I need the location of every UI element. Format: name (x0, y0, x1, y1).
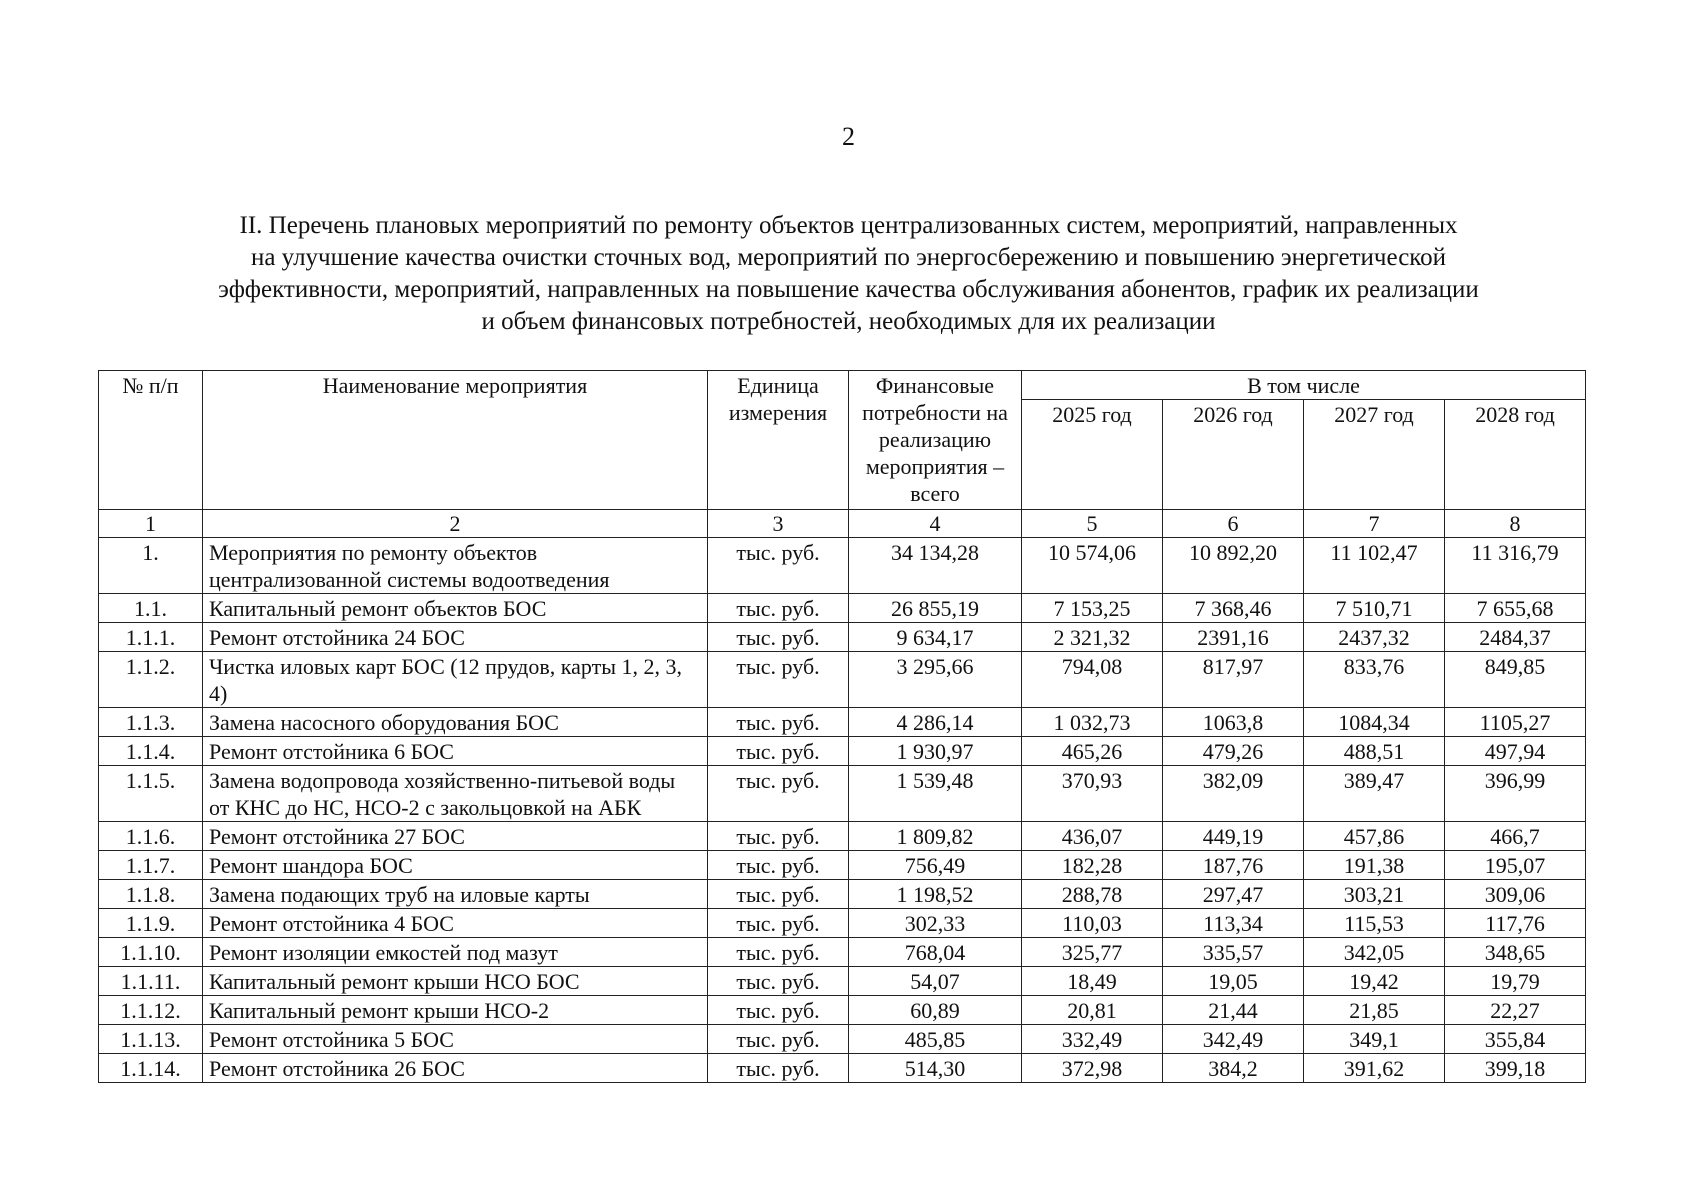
cell-2026: 479,26 (1163, 737, 1304, 766)
cell-2028: 309,06 (1445, 880, 1586, 909)
cell-2028: 497,94 (1445, 737, 1586, 766)
cell-total: 4 286,14 (849, 708, 1022, 737)
cell-2027: 115,53 (1304, 909, 1445, 938)
cell-2028: 1105,27 (1445, 708, 1586, 737)
cell-num: 1.1.3. (99, 708, 203, 737)
cell-name: Ремонт отстойника 27 БОС (203, 822, 708, 851)
measures-table (98, 370, 1586, 1083)
cell-name: Ремонт отстойника 24 БОС (203, 623, 708, 652)
cell-2025: 18,49 (1022, 967, 1163, 996)
column-number: 8 (1445, 510, 1586, 538)
cell-2025: 370,93 (1022, 766, 1163, 822)
cell-2025: 332,49 (1022, 1025, 1163, 1054)
table-row (99, 594, 1586, 623)
table-row (99, 938, 1586, 967)
column-number: 3 (708, 510, 849, 538)
cell-2025: 110,03 (1022, 909, 1163, 938)
cell-unit: тыс. руб. (708, 880, 849, 909)
cell-2028: 2484,37 (1445, 623, 1586, 652)
cell-total: 485,85 (849, 1025, 1022, 1054)
cell-num: 1.1.2. (99, 652, 203, 708)
table-row (99, 880, 1586, 909)
table-row (99, 766, 1586, 822)
table-row (99, 1054, 1586, 1083)
cell-name: Ремонт отстойника 5 БОС (203, 1025, 708, 1054)
cell-2028: 195,07 (1445, 851, 1586, 880)
cell-num: 1.1.9. (99, 909, 203, 938)
cell-num: 1.1.8. (99, 880, 203, 909)
column-number: 4 (849, 510, 1022, 538)
header-year-2026: 2026 год (1163, 400, 1304, 510)
table-row (99, 708, 1586, 737)
column-number: 1 (99, 510, 203, 538)
cell-2028: 22,27 (1445, 996, 1586, 1025)
cell-2026: 19,05 (1163, 967, 1304, 996)
cell-num: 1.1.14. (99, 1054, 203, 1083)
document-title (100, 210, 1597, 338)
cell-2026: 817,97 (1163, 652, 1304, 708)
table-header (99, 371, 1586, 538)
table-row (99, 996, 1586, 1025)
cell-2025: 182,28 (1022, 851, 1163, 880)
cell-2028: 466,7 (1445, 822, 1586, 851)
cell-total: 26 855,19 (849, 594, 1022, 623)
table-row (99, 967, 1586, 996)
cell-2027: 7 510,71 (1304, 594, 1445, 623)
cell-2027: 19,42 (1304, 967, 1445, 996)
header-total: Финансовые потребности на реализацию мероприятия – всего (849, 371, 1022, 510)
cell-name: Мероприятия по ремонту объектов централизованной системы водоотведения (203, 538, 708, 594)
table-body (99, 538, 1586, 1083)
cell-num: 1.1.7. (99, 851, 203, 880)
cell-2027: 391,62 (1304, 1054, 1445, 1083)
column-number: 5 (1022, 510, 1163, 538)
cell-2028: 348,65 (1445, 938, 1586, 967)
cell-total: 34 134,28 (849, 538, 1022, 594)
cell-total: 768,04 (849, 938, 1022, 967)
title-line: II. Перечень плановых мероприятий по ремонту объектов централизованных систем, мероприятий, направленных (239, 212, 1458, 239)
cell-2025: 20,81 (1022, 996, 1163, 1025)
cell-num: 1.1.5. (99, 766, 203, 822)
cell-num: 1.1.1. (99, 623, 203, 652)
cell-2027: 457,86 (1304, 822, 1445, 851)
header-unit: Единица измерения (708, 371, 849, 510)
cell-unit: тыс. руб. (708, 851, 849, 880)
cell-2026: 21,44 (1163, 996, 1304, 1025)
cell-total: 1 539,48 (849, 766, 1022, 822)
cell-name: Ремонт отстойника 26 БОС (203, 1054, 708, 1083)
cell-name: Капитальный ремонт объектов БОС (203, 594, 708, 623)
cell-2027: 349,1 (1304, 1025, 1445, 1054)
cell-unit: тыс. руб. (708, 766, 849, 822)
cell-name: Ремонт изоляции емкостей под мазут (203, 938, 708, 967)
title-line: и объем финансовых потребностей, необходимых для их реализации (481, 308, 1216, 335)
cell-name: Замена водопровода хозяйственно-питьевой воды от КНС до НС, НСО-2 с закольцовкой на АБК (203, 766, 708, 822)
cell-2027: 303,21 (1304, 880, 1445, 909)
column-number: 2 (203, 510, 708, 538)
table-row (99, 851, 1586, 880)
table-row (99, 822, 1586, 851)
cell-2027: 389,47 (1304, 766, 1445, 822)
cell-2026: 384,2 (1163, 1054, 1304, 1083)
cell-name: Капитальный ремонт крыши НСО БОС (203, 967, 708, 996)
cell-2025: 2 321,32 (1022, 623, 1163, 652)
cell-name: Ремонт шандора БОС (203, 851, 708, 880)
cell-2028: 117,76 (1445, 909, 1586, 938)
cell-2025: 436,07 (1022, 822, 1163, 851)
cell-unit: тыс. руб. (708, 538, 849, 594)
cell-2027: 342,05 (1304, 938, 1445, 967)
header-num: № п/п (99, 371, 203, 510)
cell-2026: 342,49 (1163, 1025, 1304, 1054)
cell-unit: тыс. руб. (708, 623, 849, 652)
cell-total: 302,33 (849, 909, 1022, 938)
cell-2027: 833,76 (1304, 652, 1445, 708)
table-row (99, 909, 1586, 938)
column-numbers-row (99, 510, 1586, 538)
cell-unit: тыс. руб. (708, 652, 849, 708)
header-year-2027: 2027 год (1304, 400, 1445, 510)
cell-total: 1 930,97 (849, 737, 1022, 766)
cell-name: Ремонт отстойника 4 БОС (203, 909, 708, 938)
table-row (99, 1025, 1586, 1054)
cell-2026: 1063,8 (1163, 708, 1304, 737)
title-line: на улучшение качества очистки сточных вод, мероприятий по энергосбережению и повышению энергетической (250, 244, 1447, 271)
cell-2025: 7 153,25 (1022, 594, 1163, 623)
table-row (99, 623, 1586, 652)
cell-total: 3 295,66 (849, 652, 1022, 708)
cell-2026: 113,34 (1163, 909, 1304, 938)
cell-2028: 849,85 (1445, 652, 1586, 708)
cell-num: 1.1.11. (99, 967, 203, 996)
column-number: 6 (1163, 510, 1304, 538)
cell-2025: 465,26 (1022, 737, 1163, 766)
cell-total: 54,07 (849, 967, 1022, 996)
cell-name: Чистка иловых карт БОС (12 прудов, карты 1, 2, 3, 4) (203, 652, 708, 708)
cell-unit: тыс. руб. (708, 708, 849, 737)
cell-2028: 7 655,68 (1445, 594, 1586, 623)
cell-unit: тыс. руб. (708, 1025, 849, 1054)
cell-2027: 191,38 (1304, 851, 1445, 880)
cell-name: Замена насосного оборудования БОС (203, 708, 708, 737)
header-including: В том числе (1022, 371, 1586, 400)
cell-unit: тыс. руб. (708, 996, 849, 1025)
cell-total: 514,30 (849, 1054, 1022, 1083)
cell-2025: 794,08 (1022, 652, 1163, 708)
cell-2026: 297,47 (1163, 880, 1304, 909)
column-number: 7 (1304, 510, 1445, 538)
cell-2027: 488,51 (1304, 737, 1445, 766)
cell-unit: тыс. руб. (708, 737, 849, 766)
cell-total: 1 809,82 (849, 822, 1022, 851)
header-name: Наименование мероприятия (203, 371, 708, 510)
cell-2026: 335,57 (1163, 938, 1304, 967)
cell-unit: тыс. руб. (708, 594, 849, 623)
cell-num: 1.1.13. (99, 1025, 203, 1054)
cell-2027: 1084,34 (1304, 708, 1445, 737)
cell-2026: 7 368,46 (1163, 594, 1304, 623)
cell-total: 756,49 (849, 851, 1022, 880)
cell-unit: тыс. руб. (708, 909, 849, 938)
cell-2028: 19,79 (1445, 967, 1586, 996)
cell-name: Замена подающих труб на иловые карты (203, 880, 708, 909)
cell-total: 9 634,17 (849, 623, 1022, 652)
cell-2026: 10 892,20 (1163, 538, 1304, 594)
cell-2026: 449,19 (1163, 822, 1304, 851)
cell-2026: 382,09 (1163, 766, 1304, 822)
cell-2028: 399,18 (1445, 1054, 1586, 1083)
cell-2025: 1 032,73 (1022, 708, 1163, 737)
table-row (99, 652, 1586, 708)
cell-unit: тыс. руб. (708, 822, 849, 851)
cell-num: 1.1.4. (99, 737, 203, 766)
cell-2025: 325,77 (1022, 938, 1163, 967)
cell-2025: 372,98 (1022, 1054, 1163, 1083)
table-row (99, 538, 1586, 594)
header-year-2028: 2028 год (1445, 400, 1586, 510)
cell-unit: тыс. руб. (708, 1054, 849, 1083)
cell-2026: 187,76 (1163, 851, 1304, 880)
cell-total: 1 198,52 (849, 880, 1022, 909)
cell-num: 1. (99, 538, 203, 594)
cell-2027: 11 102,47 (1304, 538, 1445, 594)
header-year-2025: 2025 год (1022, 400, 1163, 510)
title-line: эффективности, мероприятий, направленных на повышение качества обслуживания абонентов, график их реализации (218, 276, 1479, 303)
cell-2027: 2437,32 (1304, 623, 1445, 652)
cell-name: Капитальный ремонт крыши НСО-2 (203, 996, 708, 1025)
cell-2028: 11 316,79 (1445, 538, 1586, 594)
cell-2026: 2391,16 (1163, 623, 1304, 652)
cell-num: 1.1.12. (99, 996, 203, 1025)
cell-name: Ремонт отстойника 6 БОС (203, 737, 708, 766)
cell-unit: тыс. руб. (708, 938, 849, 967)
cell-total: 60,89 (849, 996, 1022, 1025)
cell-2028: 396,99 (1445, 766, 1586, 822)
cell-num: 1.1.6. (99, 822, 203, 851)
cell-2025: 288,78 (1022, 880, 1163, 909)
cell-unit: тыс. руб. (708, 967, 849, 996)
cell-num: 1.1. (99, 594, 203, 623)
cell-2028: 355,84 (1445, 1025, 1586, 1054)
table-row (99, 737, 1586, 766)
cell-2025: 10 574,06 (1022, 538, 1163, 594)
cell-num: 1.1.10. (99, 938, 203, 967)
cell-2027: 21,85 (1304, 996, 1445, 1025)
page-number: 2 (842, 122, 855, 151)
